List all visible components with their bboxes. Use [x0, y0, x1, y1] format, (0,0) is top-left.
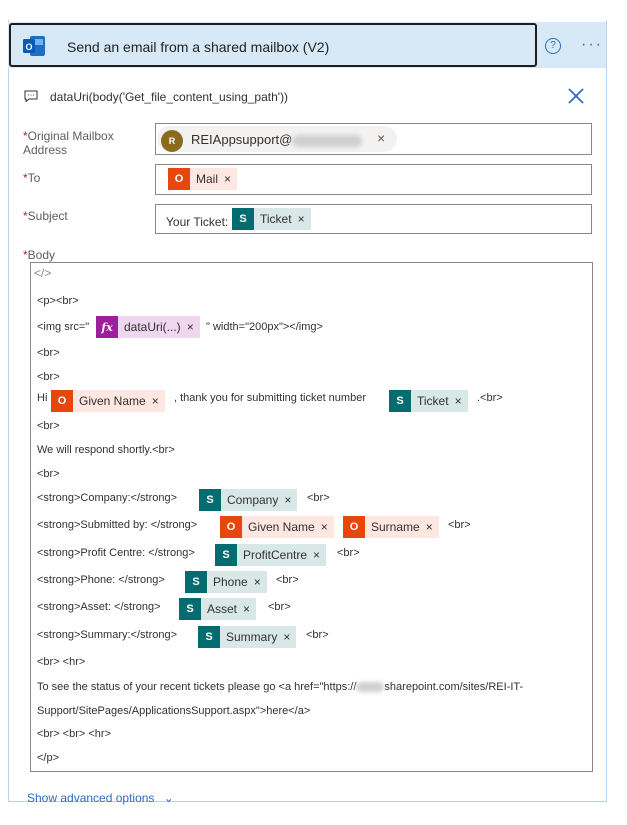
token-remove-icon[interactable]: ×: [425, 520, 433, 534]
body-line: , thank you for submitting ticket number: [174, 392, 366, 404]
outlook-icon: [21, 33, 47, 59]
mailbox-remove-icon[interactable]: ×: [377, 130, 386, 146]
token-given-name[interactable]: O Given Name ×: [220, 516, 334, 538]
code-view-icon[interactable]: </>: [34, 266, 52, 280]
token-summary[interactable]: S Summary ×: [198, 626, 296, 648]
body-line: <br>: [276, 574, 299, 586]
comment-icon: [24, 90, 38, 102]
body-line: <strong>Summary:</strong>: [37, 629, 178, 641]
token-given-name[interactable]: O Given Name ×: [51, 390, 165, 412]
to-label-text: To: [27, 171, 41, 185]
sharepoint-icon: S: [199, 489, 221, 511]
mailbox-field[interactable]: [155, 123, 592, 155]
body-line: We will respond shortly.<br>: [37, 444, 175, 456]
token-remove-icon[interactable]: ×: [454, 394, 462, 408]
comment-text: dataUri(body('Get_file_content_using_path')): [50, 90, 289, 104]
mailbox-chip[interactable]: [157, 126, 397, 152]
mailbox-label-text: Original Mailbox Address: [23, 129, 114, 157]
subject-prefix: Your Ticket:: [166, 215, 229, 229]
to-label: *To: [23, 171, 41, 185]
body-line: <strong>Company:</strong>: [37, 492, 178, 504]
token-remove-icon[interactable]: ×: [186, 320, 194, 334]
subject-label-text: Subject: [27, 209, 68, 223]
token-remove-icon[interactable]: ×: [313, 548, 321, 562]
body-line: <br>: [37, 371, 60, 383]
token-company[interactable]: S Company ×: [199, 489, 297, 511]
token-remove-icon[interactable]: ×: [253, 575, 261, 589]
body-line: </p>: [37, 752, 60, 764]
token-phone[interactable]: S Phone ×: [185, 571, 267, 593]
subject-label: *Subject: [23, 209, 68, 223]
token-ticket[interactable]: S Ticket ×: [389, 390, 468, 412]
body-line: <br>: [37, 468, 60, 480]
sharepoint-icon: S: [232, 208, 254, 230]
token-remove-icon[interactable]: ×: [283, 630, 291, 644]
redacted-domain: [292, 135, 362, 147]
mailbox-label: *Original Mailbox Address: [23, 129, 114, 157]
sharepoint-icon: S: [179, 598, 201, 620]
body-line: " width="200px"></img>: [206, 321, 323, 333]
body-label: *Body: [23, 248, 56, 262]
office-icon: O: [220, 516, 242, 538]
sharepoint-icon: S: [198, 626, 220, 648]
token-remove-icon[interactable]: ×: [320, 520, 328, 534]
token-remove-icon[interactable]: ×: [297, 212, 305, 226]
sharepoint-icon: S: [215, 544, 237, 566]
body-line: <br>: [37, 347, 60, 359]
body-line: <br>: [268, 601, 291, 613]
token-remove-icon[interactable]: ×: [151, 394, 159, 408]
body-line: <br>: [307, 492, 330, 504]
token-ticket[interactable]: S Ticket ×: [232, 208, 311, 230]
subject-field[interactable]: [155, 204, 592, 234]
body-line: To see the status of your recent tickets please go <a href="https:// sharepoint.com/sites/REI-IT-: [37, 681, 524, 693]
more-options-icon[interactable]: ···: [581, 36, 603, 53]
token-mail[interactable]: O Mail ×: [168, 168, 237, 190]
office-icon: O: [168, 168, 190, 190]
body-line: <img src=": [37, 321, 90, 333]
expression-icon: fx: [96, 316, 118, 338]
body-line: .<br>: [477, 392, 503, 404]
token-asset[interactable]: S Asset ×: [179, 598, 256, 620]
body-line: <br> <hr>: [37, 656, 86, 668]
body-line: <br>: [337, 547, 360, 559]
close-icon[interactable]: [566, 86, 586, 106]
token-profit-centre[interactable]: S ProfitCentre ×: [215, 544, 326, 566]
token-datauri[interactable]: fx dataUri(...) ×: [96, 316, 200, 338]
body-line: <strong>Submitted by: </strong>: [37, 519, 198, 531]
body-line: Hi: [37, 392, 48, 404]
body-line: <strong>Asset: </strong>: [37, 601, 161, 613]
chevron-down-icon: ⌄: [163, 791, 174, 805]
action-header[interactable]: [8, 22, 606, 68]
redacted-tenant: [356, 682, 384, 692]
body-line: <br>: [306, 629, 329, 641]
avatar: R: [161, 130, 183, 152]
body-line: Support/SitePages/ApplicationsSupport.aspx">here</a>: [37, 705, 311, 717]
action-header-title-bar[interactable]: [9, 23, 537, 67]
token-remove-icon[interactable]: ×: [243, 602, 251, 616]
help-icon[interactable]: ?: [545, 38, 561, 54]
body-line: <br>: [37, 420, 60, 432]
office-icon: O: [343, 516, 365, 538]
token-remove-icon[interactable]: ×: [224, 172, 232, 186]
body-label-text: Body: [27, 248, 56, 262]
action-title: Send an email from a shared mailbox (V2): [67, 39, 330, 55]
body-line: <p><br>: [37, 295, 79, 307]
office-icon: O: [51, 390, 73, 412]
body-line: <br> <br> <hr>: [37, 728, 111, 740]
body-line: <br>: [448, 519, 471, 531]
mailbox-value: REIAppsupport@: [191, 132, 362, 147]
to-field[interactable]: [155, 164, 592, 195]
token-surname[interactable]: O Surname ×: [343, 516, 439, 538]
body-line: <strong>Phone: </strong>: [37, 574, 165, 586]
sharepoint-icon: S: [185, 571, 207, 593]
body-line: <strong>Profit Centre: </strong>: [37, 547, 195, 559]
token-remove-icon[interactable]: ×: [284, 493, 292, 507]
svg-text:O: O: [25, 42, 33, 52]
show-advanced-options-link[interactable]: Show advanced options ⌄: [27, 791, 174, 805]
sharepoint-icon: S: [389, 390, 411, 412]
